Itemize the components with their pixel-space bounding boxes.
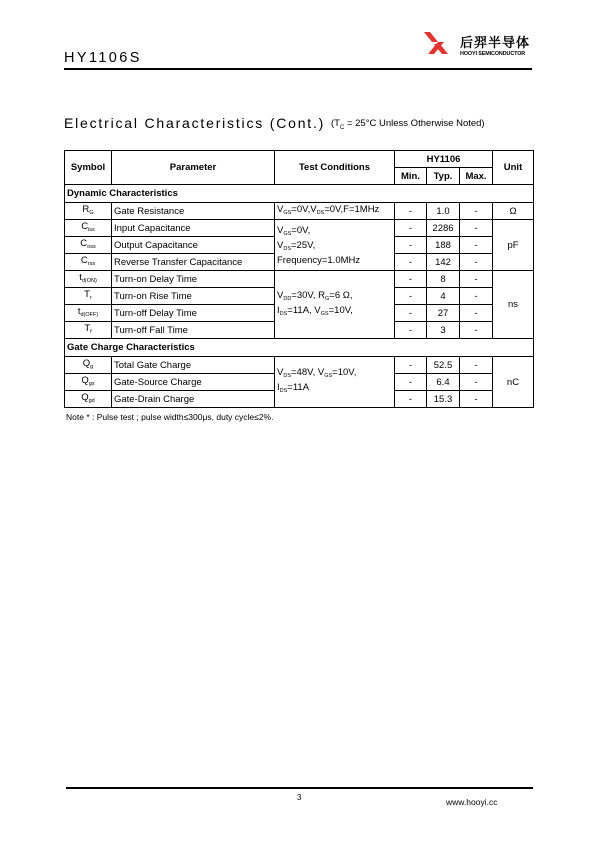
- min-cell: -: [395, 305, 427, 322]
- symbol-cell: $C_{rss}$: [65, 254, 112, 271]
- header-divider: [64, 68, 532, 70]
- parameter-cell: Input Capacitance: [112, 220, 275, 237]
- header-typ: Typ.: [427, 168, 460, 185]
- typ-cell: 188: [427, 237, 460, 254]
- parameter-cell: Turn-on Rise Time: [112, 288, 275, 305]
- header-parameter: Parameter: [112, 151, 275, 185]
- header-min: Min.: [395, 168, 427, 185]
- symbol-cell: $T_f$: [65, 322, 112, 339]
- min-cell: -: [395, 322, 427, 339]
- min-cell: -: [395, 237, 427, 254]
- condition-cell: $V_{DD}=30V$, $R_G=6$ Ω, $I_{DS}=11A$, $V_{GS}=10V$,: [275, 271, 395, 339]
- max-cell: -: [460, 374, 493, 391]
- gate-charge-section-title: Gate Charge Characteristics: [65, 339, 534, 357]
- unit-cell: Ω: [493, 203, 534, 220]
- header-symbol: Symbol: [65, 151, 112, 185]
- min-cell: -: [395, 374, 427, 391]
- table-row: [65, 357, 534, 374]
- symbol-cell: $C_{iss}$: [65, 220, 112, 237]
- typ-cell: 3: [427, 322, 460, 339]
- min-cell: -: [395, 391, 427, 408]
- typ-cell: 52.5: [427, 357, 460, 374]
- condition-cell: $V_{DS}=48V$, $V_{GS}=10V$, $I_{DS}=11A$: [275, 357, 395, 408]
- website-link[interactable]: www.hooyi.cc: [446, 797, 498, 807]
- symbol-cell: $Q_{gs}$: [65, 374, 112, 391]
- parameter-cell: Gate-Drain Charge: [112, 391, 275, 408]
- symbol-cell: $Q_{gd}$: [65, 391, 112, 408]
- section-title: Electrical Characteristics (Cont.): [64, 115, 326, 131]
- parameter-cell: Turn-off Fall Time: [112, 322, 275, 339]
- symbol-cell: $R_G$: [65, 203, 112, 220]
- page-number: 3: [297, 793, 302, 802]
- max-cell: -: [460, 254, 493, 271]
- min-cell: -: [395, 203, 427, 220]
- part-number-title: HY1106S: [64, 50, 142, 66]
- footnote: Note * : Pulse test ; pulse width≤300μs, duty cycle≤2%.: [66, 412, 274, 422]
- logo-chinese-text: 后羿半导体: [460, 35, 531, 50]
- typ-cell: 8: [427, 271, 460, 288]
- header-test-conditions: Test Conditions: [275, 151, 395, 185]
- dynamic-section-row: [65, 185, 534, 203]
- table-row: [65, 203, 534, 220]
- min-cell: -: [395, 357, 427, 374]
- typ-cell: 4: [427, 288, 460, 305]
- header-unit: Unit: [493, 151, 534, 185]
- max-cell: -: [460, 288, 493, 305]
- table-row: [65, 220, 534, 237]
- typ-cell: 6.4: [427, 374, 460, 391]
- typ-cell: 27: [427, 305, 460, 322]
- parameter-cell: Gate-Source Charge: [112, 374, 275, 391]
- typ-cell: 15.3: [427, 391, 460, 408]
- max-cell: -: [460, 220, 493, 237]
- max-cell: -: [460, 322, 493, 339]
- parameter-cell: Total Gate Charge: [112, 357, 275, 374]
- unit-cell: ns: [493, 271, 534, 339]
- table-header-row: [65, 151, 534, 168]
- parameter-cell: Output Capacitance: [112, 237, 275, 254]
- table-row: [65, 271, 534, 288]
- unit-cell: nC: [493, 357, 534, 408]
- condition-cell: $V_{GS}=0V$, $V_{DS}=25V$, Frequency=1.0MHz: [275, 220, 395, 271]
- typ-cell: 1.0: [427, 203, 460, 220]
- parameter-cell: Turn-on Delay Time: [112, 271, 275, 288]
- max-cell: -: [460, 305, 493, 322]
- min-cell: -: [395, 220, 427, 237]
- symbol-cell: $t_{d(OFF)}$: [65, 305, 112, 322]
- symbol-cell: $Q_g$: [65, 357, 112, 374]
- symbol-cell: $T_r$: [65, 288, 112, 305]
- condition-cell: $V_{GS}=0V,V_{DS}=0V,F=1MHz$: [275, 203, 395, 220]
- max-cell: -: [460, 237, 493, 254]
- electrical-characteristics-table: [64, 150, 534, 408]
- parameter-cell: Reverse Transfer Capacitance: [112, 254, 275, 271]
- section-condition-note: ($T_C = 25^\circ C$ Unless Otherwise Noted): [331, 118, 485, 131]
- min-cell: -: [395, 254, 427, 271]
- unit-cell: pF: [493, 220, 534, 271]
- symbol-cell: $t_{d(ON)}$: [65, 271, 112, 288]
- symbol-cell: $C_{oss}$: [65, 237, 112, 254]
- min-cell: -: [395, 288, 427, 305]
- parameter-cell: Gate Resistance: [112, 203, 275, 220]
- dynamic-section-title: Dynamic Characteristics: [65, 185, 534, 203]
- max-cell: -: [460, 391, 493, 408]
- max-cell: -: [460, 203, 493, 220]
- typ-cell: 142: [427, 254, 460, 271]
- parameter-cell: Turn-off Delay Time: [112, 305, 275, 322]
- header-max: Max.: [460, 168, 493, 185]
- max-cell: -: [460, 271, 493, 288]
- min-cell: -: [395, 271, 427, 288]
- typ-cell: 2286: [427, 220, 460, 237]
- footer-divider: [66, 787, 533, 789]
- max-cell: -: [460, 357, 493, 374]
- hooyi-logo-icon: [420, 30, 456, 60]
- company-logo: [420, 30, 530, 66]
- header-part-group: HY1106: [395, 151, 493, 168]
- logo-english-text: HOOYI SEMICONDUCTOR: [460, 51, 526, 57]
- gate-charge-section-row: [65, 339, 534, 357]
